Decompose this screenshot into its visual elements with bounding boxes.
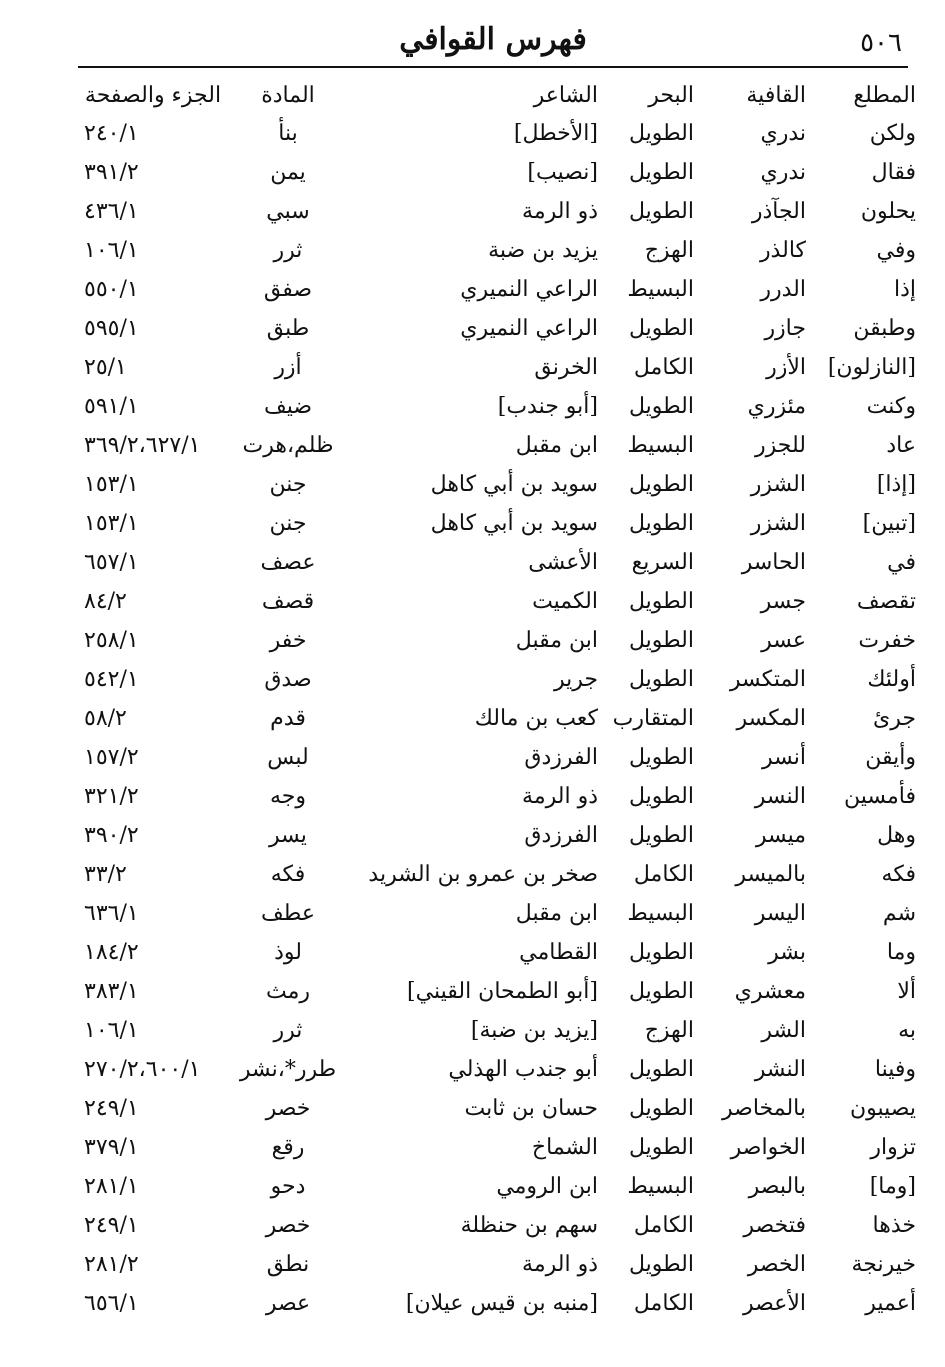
cell-qafia: مئزري <box>747 394 806 419</box>
cell-bahr: الطويل <box>628 394 694 419</box>
cell-qafia: ميسر <box>755 823 806 848</box>
cell-qafia: بالبصر <box>748 1174 806 1199</box>
cell-madda: عطف <box>261 901 315 926</box>
cell-qafia: الخصر <box>747 1252 806 1277</box>
cell-bahr: الطويل <box>628 1252 694 1277</box>
cell-madda: جنن <box>269 511 307 536</box>
cell-bahr: الكامل <box>633 862 694 887</box>
cell-matla: فقال <box>871 160 916 185</box>
cell-matla: ألا <box>897 979 916 1004</box>
cell-qafia: الشزر <box>750 472 806 497</box>
cell-ref: ٣٧٩/١ <box>84 1135 139 1160</box>
cell-bahr: الطويل <box>628 472 694 497</box>
cell-madda: ثرر <box>273 238 303 263</box>
cell-bahr: الطويل <box>628 316 694 341</box>
cell-madda: صفق <box>263 277 313 302</box>
cell-madda: بنأ <box>278 121 298 146</box>
cell-ref: ٢٨١/١ <box>84 1174 139 1199</box>
table-row <box>78 738 916 777</box>
cell-ref: ٢٨١/٢ <box>84 1252 139 1277</box>
table-row <box>78 309 916 348</box>
cell-shaer: [نصيب] <box>527 160 598 185</box>
cell-shaer: الراعي النميري <box>460 277 598 302</box>
cell-shaer: يزيد بن ضبة <box>488 238 598 263</box>
cell-madda: يمن <box>270 160 306 185</box>
cell-bahr: الطويل <box>628 784 694 809</box>
cell-qafia: للجزر <box>755 433 806 458</box>
table-row <box>78 777 916 816</box>
cell-ref: ٥٤٢/١ <box>84 667 139 692</box>
cell-madda: قصف <box>261 589 315 614</box>
cell-madda: طرر*،نشر <box>239 1057 337 1082</box>
cell-matla: [تبين] <box>862 511 916 536</box>
cell-bahr: الطويل <box>628 1096 694 1121</box>
table-row <box>78 582 916 621</box>
cell-matla: عاد <box>886 433 916 458</box>
cell-shaer: الأعشى <box>528 550 598 575</box>
cell-ref: ٥٩١/١ <box>84 394 139 419</box>
cell-qafia: بشر <box>768 940 806 965</box>
cell-shaer: [الأخطل] <box>513 121 598 146</box>
cell-matla: جرئ <box>873 706 916 731</box>
cell-qafia: بالمخاصر <box>722 1096 806 1121</box>
cell-matla: ولكن <box>869 121 916 146</box>
header-rule <box>78 66 908 68</box>
table-row <box>78 972 916 1011</box>
cell-madda: قدم <box>270 706 306 731</box>
table-row <box>78 1128 916 1167</box>
cell-ref: ٢٥٨/١ <box>84 628 139 653</box>
cell-matla: تقصف <box>856 589 916 614</box>
cell-ref: ١٠٦/١ <box>84 1018 139 1043</box>
cell-bahr: الكامل <box>633 1213 694 1238</box>
cell-shaer: [أبو جندب] <box>497 394 598 419</box>
cell-shaer: ابن مقبل <box>515 901 598 926</box>
cell-madda: نطق <box>266 1252 310 1277</box>
cell-bahr: الهزج <box>644 238 694 263</box>
cell-shaer: الخرنق <box>534 355 598 380</box>
cell-madda: رمث <box>265 979 310 1004</box>
cell-ref: ٦٥٦/١ <box>84 1291 139 1316</box>
cell-bahr: الطويل <box>628 121 694 146</box>
table-row <box>78 933 916 972</box>
cell-shaer: ذو الرمة <box>522 199 598 224</box>
cell-qafia: كالذر <box>759 238 806 263</box>
cell-madda: أزر <box>274 355 302 380</box>
table-row <box>78 1089 916 1128</box>
cell-qafia: الشزر <box>750 511 806 536</box>
cell-bahr: البسيط <box>627 277 694 302</box>
cell-qafia: فتخصر <box>743 1213 806 1238</box>
cell-madda: فكه <box>270 862 306 887</box>
cell-qafia: ندري <box>760 121 806 146</box>
cell-qafia: الشر <box>761 1018 806 1043</box>
cell-matla: وكنت <box>866 394 916 419</box>
cell-matla: وفي <box>876 238 916 263</box>
cell-shaer: ابن مقبل <box>515 433 598 458</box>
cell-madda: صدق <box>264 667 312 692</box>
cell-ref: ٣٦٩/٢،٦٢٧/١ <box>84 433 201 458</box>
cell-bahr: الطويل <box>628 511 694 536</box>
table-row <box>78 270 916 309</box>
cell-madda: عصف <box>260 550 316 575</box>
cell-matla: إذا <box>893 277 916 302</box>
cell-qafia: الحاسر <box>741 550 806 575</box>
cell-shaer: سويد بن أبي كاهل <box>430 472 598 497</box>
cell-bahr: الطويل <box>628 628 694 653</box>
table-row <box>78 153 916 192</box>
cell-madda: يسر <box>269 823 307 848</box>
column-header-shaer: الشاعر <box>533 82 598 108</box>
cell-bahr: البسيط <box>627 901 694 926</box>
cell-ref: ٨٤/٢ <box>84 589 127 614</box>
cell-bahr: الهزج <box>644 1018 694 1043</box>
cell-matla: وهل <box>877 823 916 848</box>
cell-bahr: الطويل <box>628 745 694 770</box>
column-header-qafia: القافية <box>746 82 806 108</box>
cell-qafia: معشري <box>734 979 806 1004</box>
cell-matla: خفرت <box>858 628 916 653</box>
cell-qafia: بالميسر <box>735 862 806 887</box>
page-title: فهرس القوافي <box>399 22 587 57</box>
cell-shaer: الفرزدق <box>524 823 598 848</box>
table-row <box>78 621 916 660</box>
cell-ref: ٢٥/١ <box>84 355 127 380</box>
cell-ref: ٥٩٥/١ <box>84 316 139 341</box>
cell-madda: ضيف <box>263 394 313 419</box>
cell-madda: عصر <box>265 1291 311 1316</box>
cell-shaer: سويد بن أبي كاهل <box>430 511 598 536</box>
cell-shaer: الكميت <box>532 589 598 614</box>
table-row <box>78 1206 916 1245</box>
cell-madda: خصر <box>265 1096 311 1121</box>
cell-qafia: جسر <box>760 589 806 614</box>
table-row <box>78 1050 916 1089</box>
cell-ref: ٥٨/٢ <box>84 706 127 731</box>
table-row <box>78 465 916 504</box>
cell-madda: ثرر <box>273 1018 303 1043</box>
cell-qafia: جازر <box>764 316 806 341</box>
cell-qafia: الأعصر <box>742 1291 806 1316</box>
cell-madda: وجه <box>269 784 307 809</box>
cell-qafia: الخواصر <box>730 1135 806 1160</box>
cell-shaer: [يزيد بن ضبة] <box>470 1018 598 1043</box>
cell-shaer: [منبه بن قيس عيلان] <box>405 1291 598 1316</box>
column-header-madda: المادة <box>261 82 315 108</box>
table-row <box>78 894 916 933</box>
cell-matla: به <box>898 1018 916 1043</box>
cell-matla: وفينا <box>874 1057 916 1082</box>
cell-qafia: أنسر <box>762 745 806 770</box>
cell-shaer: الراعي النميري <box>460 316 598 341</box>
cell-bahr: الطويل <box>628 1057 694 1082</box>
cell-matla: خذها <box>872 1213 916 1238</box>
cell-bahr: الطويل <box>628 940 694 965</box>
cell-bahr: الكامل <box>633 1291 694 1316</box>
cell-matla: تزوار <box>870 1135 916 1160</box>
cell-bahr: الطويل <box>628 199 694 224</box>
cell-matla: وما <box>886 940 916 965</box>
cell-qafia: النسر <box>754 784 806 809</box>
cell-shaer: حسان بن ثابت <box>464 1096 598 1121</box>
cell-bahr: الطويل <box>628 589 694 614</box>
cell-shaer: الشماخ <box>531 1135 598 1160</box>
cell-ref: ٢٤٩/١ <box>84 1096 139 1121</box>
cell-bahr: الطويل <box>628 160 694 185</box>
cell-qafia: الأزر <box>766 355 806 380</box>
cell-ref: ٥٥٠/١ <box>84 277 139 302</box>
cell-qafia: الدرر <box>760 277 806 302</box>
cell-matla: فكه <box>881 862 916 887</box>
cell-bahr: الطويل <box>628 979 694 1004</box>
table-row <box>78 231 916 270</box>
cell-bahr: البسيط <box>627 433 694 458</box>
cell-shaer: أبو جندب الهذلي <box>448 1057 598 1082</box>
cell-madda: لبس <box>267 745 309 770</box>
cell-shaer: ذو الرمة <box>522 784 598 809</box>
table-row <box>78 1011 916 1050</box>
table-row <box>78 543 916 582</box>
cell-madda: دحو <box>270 1174 306 1199</box>
cell-madda: لوذ <box>274 940 302 965</box>
cell-madda: سبي <box>266 199 310 224</box>
cell-matla: أعمير <box>865 1291 916 1316</box>
table-row <box>78 660 916 699</box>
cell-ref: ٢٤٠/١ <box>84 121 139 146</box>
cell-bahr: السريع <box>631 550 694 575</box>
cell-bahr: الطويل <box>628 1135 694 1160</box>
table-row <box>78 504 916 543</box>
cell-ref: ٤٣٦/١ <box>84 199 139 224</box>
cell-matla: [النازلون] <box>827 355 916 380</box>
table-row <box>78 426 916 465</box>
cell-qafia: النشر <box>754 1057 806 1082</box>
cell-ref: ٣٢١/٢ <box>84 784 139 809</box>
table-row <box>78 348 916 387</box>
cell-shaer: ذو الرمة <box>522 1252 598 1277</box>
cell-madda: طبق <box>266 316 310 341</box>
cell-matla: وأيقن <box>865 745 916 770</box>
cell-bahr: الكامل <box>633 355 694 380</box>
table-row <box>78 816 916 855</box>
cell-matla: أولئك <box>867 667 916 692</box>
cell-madda: خفر <box>269 628 307 653</box>
cell-ref: ٢٤٩/١ <box>84 1213 139 1238</box>
table-row <box>78 1167 916 1206</box>
cell-ref: ٦٥٧/١ <box>84 550 139 575</box>
cell-ref: ١٥٣/١ <box>84 472 139 497</box>
cell-matla: [وما] <box>869 1174 916 1199</box>
cell-ref: ٣٣/٢ <box>84 862 127 887</box>
column-header-matla: المطلع <box>853 82 916 108</box>
cell-qafia: اليسر <box>754 901 806 926</box>
cell-ref: ١٥٧/٢ <box>84 745 139 770</box>
cell-bahr: المتقارب <box>612 706 694 731</box>
cell-ref: ٣٩٠/٢ <box>84 823 139 848</box>
table-body <box>78 114 916 1323</box>
cell-matla: فأمسين <box>843 784 916 809</box>
cell-ref: ٣٩١/٢ <box>84 160 139 185</box>
cell-qafia: عسر <box>761 628 806 653</box>
cell-madda: رقع <box>271 1135 305 1160</box>
cell-shaer: صخر بن عمرو بن الشريد <box>368 862 598 887</box>
cell-shaer: جرير <box>554 667 598 692</box>
cell-matla: خيرنجة <box>851 1252 916 1277</box>
cell-bahr: الطويل <box>628 667 694 692</box>
cell-qafia: ندري <box>760 160 806 185</box>
page-number: ٥٠٦ <box>860 28 902 58</box>
cell-matla: يحلون <box>860 199 916 224</box>
cell-ref: ١٥٣/١ <box>84 511 139 536</box>
cell-bahr: البسيط <box>627 1174 694 1199</box>
cell-ref: ٣٨٣/١ <box>84 979 139 1004</box>
cell-shaer: سهم بن حنظلة <box>460 1213 598 1238</box>
cell-matla: وطبقن <box>853 316 916 341</box>
cell-matla: يصيبون <box>850 1096 916 1121</box>
table-row <box>78 699 916 738</box>
cell-ref: ٢٧٠/٢،٦٠٠/١ <box>84 1057 201 1082</box>
cell-shaer: الفرزدق <box>524 745 598 770</box>
cell-ref: ١٠٦/١ <box>84 238 139 263</box>
cell-shaer: ابن مقبل <box>515 628 598 653</box>
table-header-row <box>78 76 916 114</box>
cell-matla: [إذا] <box>876 472 916 497</box>
cell-shaer: [أبو الطمحان القيني] <box>407 979 598 1004</box>
cell-shaer: كعب بن مالك <box>474 706 598 731</box>
table-row <box>78 855 916 894</box>
cell-madda: ظلم،هرت <box>242 433 334 458</box>
cell-madda: جنن <box>269 472 307 497</box>
cell-matla: في <box>887 550 916 575</box>
rhymes-index-table <box>78 76 916 1323</box>
table-row <box>78 114 916 153</box>
cell-qafia: الجآذر <box>751 199 806 224</box>
table-row <box>78 387 916 426</box>
cell-bahr: الطويل <box>628 823 694 848</box>
cell-madda: خصر <box>265 1213 311 1238</box>
table-row <box>78 192 916 231</box>
cell-shaer: القطامي <box>519 940 598 965</box>
column-header-ref: الجزء والصفحة <box>84 82 222 108</box>
cell-ref: ١٨٤/٢ <box>84 940 139 965</box>
cell-shaer: ابن الرومي <box>496 1174 598 1199</box>
table-row <box>78 1284 916 1323</box>
cell-ref: ٦٣٦/١ <box>84 901 139 926</box>
cell-qafia: المكسر <box>736 706 806 731</box>
page-header <box>78 22 908 62</box>
column-header-bahr: البحر <box>648 82 694 108</box>
cell-matla: شم <box>882 901 916 926</box>
table-row <box>78 1245 916 1284</box>
cell-qafia: المتكسر <box>729 667 806 692</box>
